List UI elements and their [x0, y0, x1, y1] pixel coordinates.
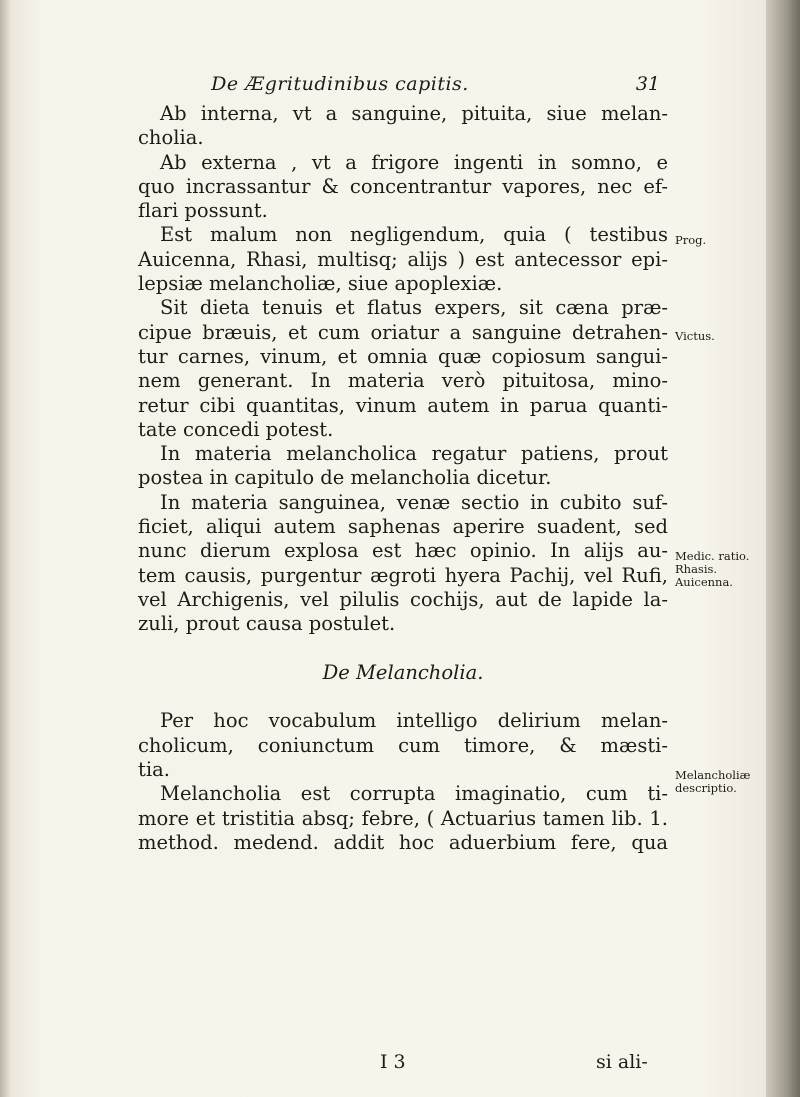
text-line: tia. — [138, 758, 170, 782]
text-line: In materia melancholica regatur patiens, prout — [160, 442, 668, 466]
text-line: Est malum non negligendum, quia ( testibus — [160, 223, 668, 247]
text-line: lepsiæ melancholiæ, siue apoplexiæ. — [138, 272, 503, 296]
text-line: tem causis, purgentur ægroti hyera Pachij, vel Rufi, — [138, 563, 668, 587]
blank-line — [138, 685, 668, 709]
page-header — [120, 73, 660, 99]
text-line: vel Archigenis, vel pilulis cochijs, aut de lapide la- — [138, 587, 668, 611]
main-text — [138, 102, 668, 855]
text-line: Ab externa , vt a frigore ingenti in somno, e — [160, 150, 668, 174]
text-line: quo incrassantur & concentrantur vapores, nec ef- — [138, 174, 668, 198]
text-line: cipue bræuis, et cum oriatur a sanguine detrahen- — [138, 320, 668, 344]
text-line: tur carnes, vinum, et omnia quæ copiosum sangui- — [138, 344, 668, 368]
page-left-edge — [0, 0, 10, 1097]
signature-mark: I 3 — [380, 1051, 406, 1073]
text-line: cholia. — [138, 126, 204, 150]
text-line: ficiet, aliqui autem saphenas aperire suadent, sed — [138, 515, 668, 539]
margin-note-prog: Prog. — [675, 233, 707, 247]
text-line: cholicum, coniunctum cum timore, & mæsti- — [138, 733, 668, 757]
text-line: postea in capitulo de melancholia dicetur. — [138, 466, 552, 490]
text-line: nem generant. In materia verò pituitosa, mino- — [138, 369, 668, 393]
text-line: Ab interna, vt a sanguine, pituita, siue melan- — [160, 102, 668, 125]
text-line: method. medend. addit hoc aduerbium fere, qua — [138, 830, 668, 854]
book-binding-edge — [766, 0, 800, 1097]
blank-line — [138, 637, 668, 661]
margin-note-medic: Medic. ratio. — [675, 549, 750, 563]
margin-note-auicenna: Auicenna. — [675, 575, 733, 589]
margin-note-victus: Victus. — [675, 329, 715, 343]
text-line: Auicenna, Rhasi, multisq; alijs ) est antecessor epi- — [138, 247, 668, 271]
text-line: zuli, prout causa postulet. — [138, 612, 396, 636]
page-number: 31 — [635, 73, 660, 95]
catchword: si ali- — [596, 1051, 648, 1073]
text-line: nunc dierum explosa est hæc opinio. In alijs au- — [138, 539, 668, 563]
running-head: De Ægritudinibus capitis. — [211, 73, 469, 95]
text-line: retur cibi quantitas, vinum autem in parua quanti- — [138, 393, 668, 417]
margin-note-melancholiae: Melancholiæ — [675, 768, 751, 782]
margin-note-descriptio: descriptio. — [675, 781, 737, 795]
section-heading: De Melancholia. — [322, 660, 484, 684]
text-line: flari possunt. — [138, 199, 268, 223]
text-line: tate concedi potest. — [138, 417, 334, 441]
margin-note-rhasis: Rhasis. — [675, 562, 718, 576]
text-line: Sit dieta tenuis et flatus expers, sit cæna præ- — [160, 296, 668, 320]
text-line: more et tristitia absq; febre, ( Actuarius tamen lib. 1. — [138, 806, 668, 830]
text-line: Per hoc vocabulum intelligo delirium melan- — [160, 709, 668, 733]
text-line: Melancholia est corrupta imaginatio, cum ti- — [160, 782, 668, 806]
text-line: In materia sanguinea, venæ sectio in cubito suf- — [160, 490, 668, 514]
